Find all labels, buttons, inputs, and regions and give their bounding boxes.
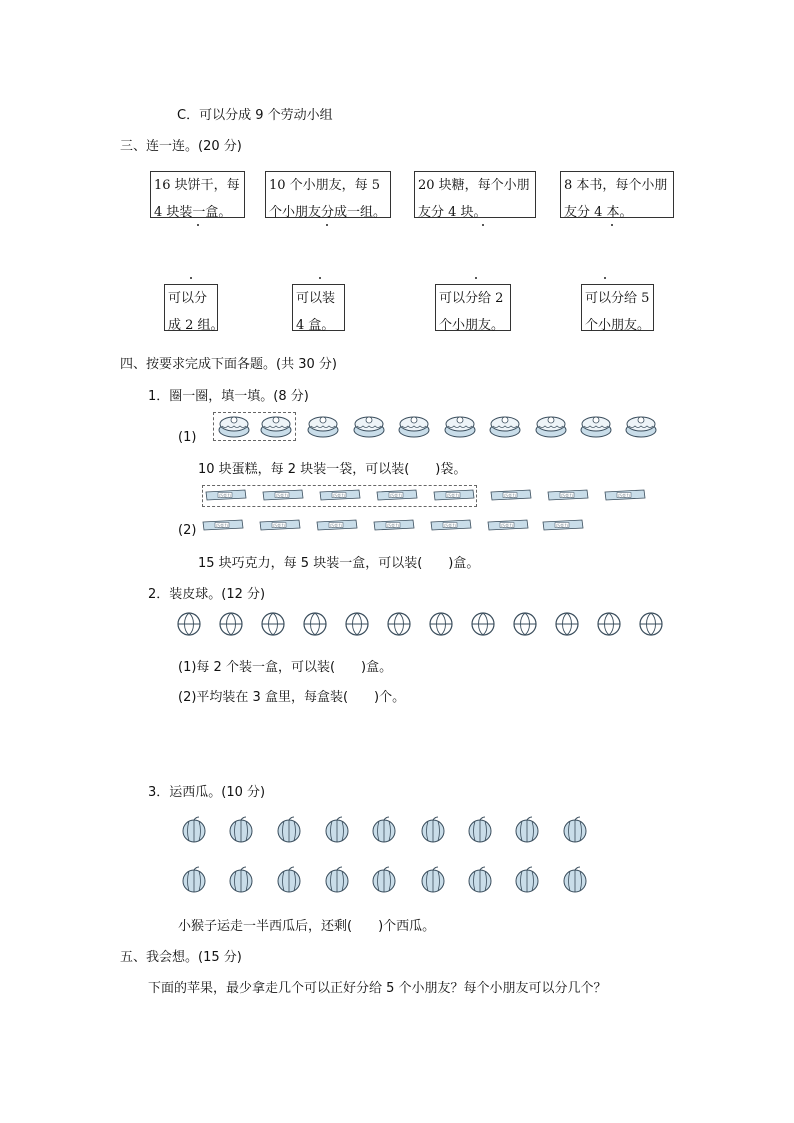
q1-part1-label: (1): [178, 430, 197, 445]
watermelon-icon: [324, 815, 350, 843]
watermelon-icon: [420, 815, 446, 843]
chocolate-icon: [259, 519, 301, 531]
ball-icon: [177, 612, 201, 636]
chocolate-icon: [316, 519, 358, 531]
svg-text:巧克力: 巧克力: [333, 492, 345, 498]
box-line: 4 盒。: [296, 318, 335, 333]
watermelon-icon: [514, 865, 540, 893]
connect-dot[interactable]: [611, 224, 613, 226]
connect-dot[interactable]: [319, 277, 321, 279]
chocolate-icon: [542, 519, 584, 531]
q2-title: 2．装皮球。(12 分): [148, 587, 266, 602]
bottom-box-2: [292, 284, 345, 331]
ball-icon: [513, 612, 537, 636]
watermelon-icon: [467, 865, 493, 893]
watermelon-icon: [276, 865, 302, 893]
svg-text:巧克力: 巧克力: [444, 522, 456, 528]
watermelon-icon: [371, 815, 397, 843]
section4-heading: 四、按要求完成下面各题。(共 30 分): [120, 357, 337, 372]
ball-icon: [471, 612, 495, 636]
ball-icon: [303, 612, 327, 636]
watermelon-icon: [181, 815, 207, 843]
ball-icon: [597, 612, 621, 636]
svg-text:巧克力: 巧克力: [219, 492, 231, 498]
chocolate-icon: [376, 489, 418, 501]
q3-text: 小猴子运走一半西瓜后，还剩( )个西瓜。: [178, 919, 436, 934]
box-line: 友分 4 本。: [564, 205, 633, 220]
ball-icon: [639, 612, 663, 636]
connect-dot[interactable]: [190, 277, 192, 279]
svg-text:巧克力: 巧克力: [273, 522, 285, 528]
chocolate-icon: [604, 489, 646, 501]
chocolate-icon: [319, 489, 361, 501]
top-box-3: [414, 171, 536, 218]
watermelon-icon: [324, 865, 350, 893]
chocolate-icon: [262, 489, 304, 501]
section5-text: 下面的苹果，最少拿走几个可以正好分给 5 个小朋友？每个小朋友可以分几个？: [148, 981, 607, 996]
bottom-box-4: [581, 284, 654, 331]
connect-dot[interactable]: [326, 224, 328, 226]
svg-text:巧克力: 巧克力: [561, 492, 573, 498]
svg-text:巧克力: 巧克力: [330, 522, 342, 528]
box-line: 10 个小朋友，每 5: [269, 178, 381, 193]
top-box-4: [560, 171, 674, 218]
section5-heading: 五、我会想。(15 分): [120, 950, 242, 965]
box-line: 可以分给 5: [585, 291, 650, 306]
watermelon-icon: [276, 815, 302, 843]
ball-icon: [345, 612, 369, 636]
q2-part2-text: (2)平均装在 3 盒里，每盒装( )个。: [178, 690, 406, 705]
connect-dot[interactable]: [482, 224, 484, 226]
q2-part1-text: (1)每 2 个装一盒，可以装( )盒。: [178, 660, 393, 675]
box-line: 16 块饼干，每: [154, 178, 240, 193]
watermelon-icon: [371, 865, 397, 893]
svg-text:巧克力: 巧克力: [504, 492, 516, 498]
svg-text:巧克力: 巧克力: [447, 492, 459, 498]
bottom-box-3: [435, 284, 511, 331]
q1-part2-text: 15 块巧克力，每 5 块装一盒，可以装( )盒。: [198, 556, 480, 571]
watermelon-icon: [228, 865, 254, 893]
cake-icon: [534, 412, 568, 438]
svg-text:巧克力: 巧克力: [387, 522, 399, 528]
watermelon-icon: [228, 815, 254, 843]
cake-icon: [443, 412, 477, 438]
box-line: 可以分: [168, 291, 208, 306]
svg-text:巧克力: 巧克力: [216, 522, 228, 528]
svg-text:巧克力: 巧克力: [390, 492, 402, 498]
cake-icon: [217, 412, 251, 438]
ball-icon: [429, 612, 453, 636]
chocolate-icon: [430, 519, 472, 531]
option-c: C．可以分成 9 个劳动小组: [177, 108, 333, 123]
chocolate-icon: [433, 489, 475, 501]
chocolate-icon: [205, 489, 247, 501]
svg-text:巧克力: 巧克力: [276, 492, 288, 498]
q1-title: 1．圈一圈，填一填。(8 分): [148, 389, 309, 404]
section3-heading: 三、连一连。(20 分): [120, 139, 242, 154]
bottom-box-1: [164, 284, 224, 333]
cake-icon: [306, 412, 340, 438]
watermelon-icon: [467, 815, 493, 843]
chocolate-icon: [202, 519, 244, 531]
box-line: 可以装: [296, 291, 336, 306]
cake-icon: [579, 412, 613, 438]
connect-dot[interactable]: [604, 277, 606, 279]
box-line: 4 块装一盒。: [154, 205, 232, 220]
ball-icon: [219, 612, 243, 636]
box-line: 个小朋友。: [439, 318, 505, 333]
ball-icon: [555, 612, 579, 636]
box-line: 个小朋友分成一组。: [269, 205, 387, 220]
box-line: 友分 4 块。: [418, 205, 487, 220]
box-line: 成 2 组。: [168, 318, 224, 333]
chocolate-icon: [487, 519, 529, 531]
box-line: 可以分给 2: [439, 291, 504, 306]
svg-text:巧克力: 巧克力: [618, 492, 630, 498]
chocolate-icon: [490, 489, 532, 501]
cake-icon: [397, 412, 431, 438]
svg-text:巧克力: 巧克力: [501, 522, 513, 528]
connect-dot[interactable]: [197, 224, 199, 226]
ball-icon: [261, 612, 285, 636]
watermelon-icon: [562, 815, 588, 843]
cake-icon: [259, 412, 293, 438]
cake-icon: [488, 412, 522, 438]
chocolate-icon: [373, 519, 415, 531]
connect-dot[interactable]: [475, 277, 477, 279]
top-box-1: [150, 171, 245, 218]
svg-text:巧克力: 巧克力: [556, 522, 568, 528]
watermelon-icon: [181, 865, 207, 893]
q1-part1-text: 10 块蛋糕，每 2 块装一袋，可以装( )袋。: [198, 462, 467, 477]
box-line: 8 本书，每个小朋: [564, 178, 668, 193]
cake-icon: [352, 412, 386, 438]
watermelon-icon: [420, 865, 446, 893]
watermelon-icon: [562, 865, 588, 893]
cake-icon: [624, 412, 658, 438]
chocolate-icon: [547, 489, 589, 501]
watermelon-icon: [514, 815, 540, 843]
box-line: 个小朋友。: [585, 318, 651, 333]
top-box-2: [265, 171, 391, 218]
box-line: 20 块糖，每个小朋: [418, 178, 530, 193]
ball-icon: [387, 612, 411, 636]
q3-title: 3．运西瓜。(10 分): [148, 785, 266, 800]
q1-part2-label: (2): [178, 523, 197, 538]
